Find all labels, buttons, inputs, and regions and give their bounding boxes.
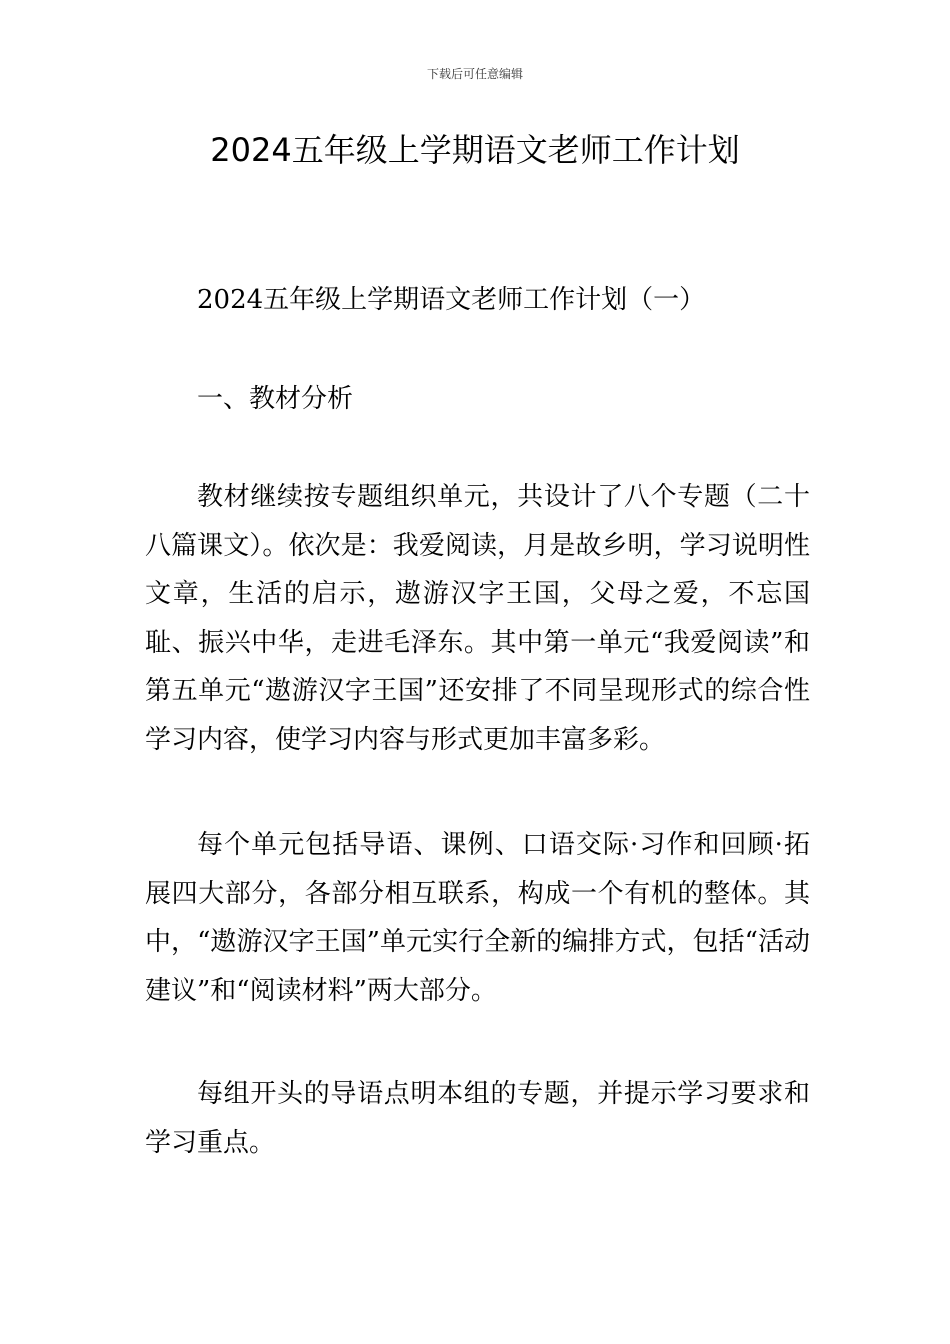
page-header-note: 下载后可任意编辑 bbox=[426, 67, 523, 81]
document-title: 2024五年级上学期语文老师工作计划 bbox=[210, 131, 740, 169]
document-subtitle: 2024五年级上学期语文老师工作计划（一） bbox=[197, 285, 706, 315]
section-heading: 一、教材分析 bbox=[197, 384, 354, 414]
body-paragraph: 每组开头的导语点明本组的专题，并提示学习要求和学习重点。 bbox=[145, 1079, 810, 1158]
body-paragraph: 教材继续按专题组织单元，共设计了八个专题（二十八篇课文）。依次是：我爱阅读，月是故乡明，学习说明性文章，生活的启示，遨游汉字王国，父母之爱，不忘国耻、振兴中华，走进毛泽东。其中第一单元“我爱阅读”和第五单元“遨游汉字王国”还安排了不同呈现形式的综合性学习内容，使学习内容与形式更加丰富多彩。 bbox=[145, 482, 810, 755]
body-paragraph: 每个单元包括导语、课例、口语交际·习作和回顾·拓展四大部分，各部分相互联系，构成一个有机的整体。其中，“遨游汉字王国”单元实行全新的编排方式，包括“活动建议”和“阅读材料”两大部分。 bbox=[145, 830, 810, 1006]
